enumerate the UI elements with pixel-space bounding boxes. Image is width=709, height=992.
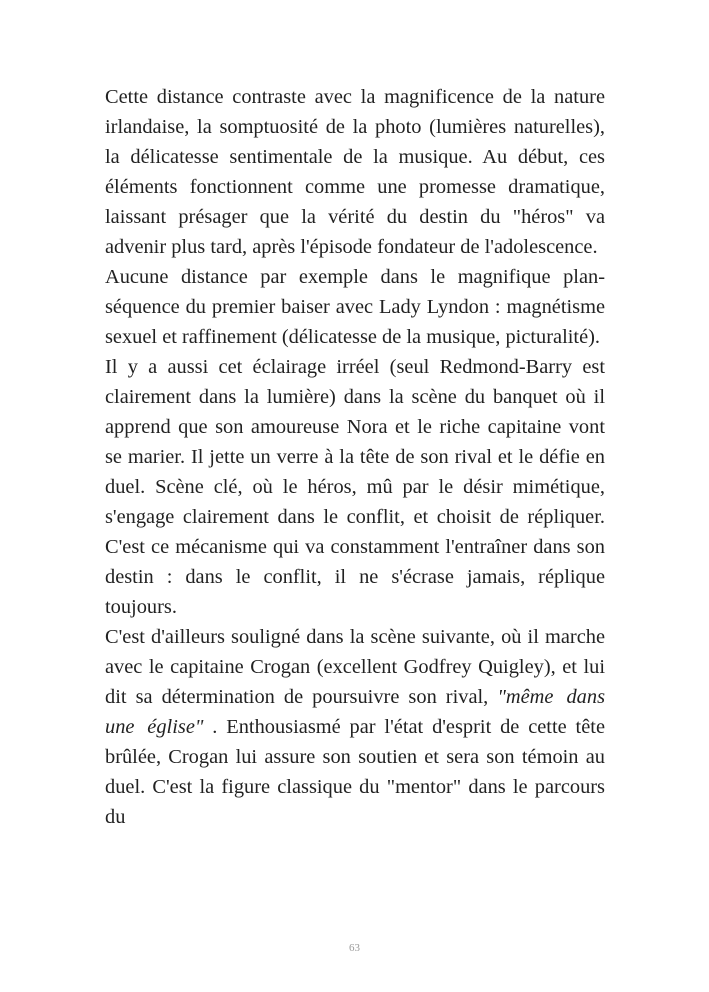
paragraph: Cette distance contraste avec la magnificence de la nature irlandaise, la somptuosité de la photo (lumières naturelles), la délicatesse sentimentale de la musique. Au début, ces éléments fonctionnent comme une promesse dramatique, laissant présager que la vérité du destin du "héros" va advenir plus tard, après l'épisode fondateur de l'adolescence.	[105, 86, 605, 258]
body-text	[105, 82, 605, 832]
paragraph-text-before-quote: C'est d'ailleurs souligné dans la scène suivante, où il marche avec le capitaine Crogan (excellent Godfrey Quigley), et lui dit sa détermination de poursuivre son rival,	[105, 626, 605, 708]
italic-quote: "même dans une église"	[105, 686, 606, 738]
page-number: 63	[349, 942, 360, 954]
paragraph-with-quote	[105, 622, 605, 832]
paragraph: Il y a aussi cet éclairage irréel (seul Redmond-Barry est clairement dans la lumière) dans la scène du banquet où il apprend que son amoureuse Nora et le riche capitaine vont se marier. Il jette un verre à la tête de son rival et le défie en duel. Scène clé, où le héros, mû par le désir mimétique, s'engage clairement dans le conflit, et choisit de répliquer. C'est ce mécanisme qui va constamment l'entraîner dans son destin : dans le conflit, il ne s'écrase jamais, réplique toujours.	[105, 356, 605, 618]
paragraph: Aucune distance par exemple dans le magnifique plan-séquence du premier baiser avec Lady Lyndon : magnétisme sexuel et raffinement (délicatesse de la musique, picturalité).	[105, 266, 605, 348]
paragraph-text-after-quote: . Enthousiasmé par l'état d'esprit de cette tête brûlée, Crogan lui assure son soutien et sera son témoin au duel. C'est la figure classique du "mentor" dans le parcours du	[105, 716, 605, 828]
